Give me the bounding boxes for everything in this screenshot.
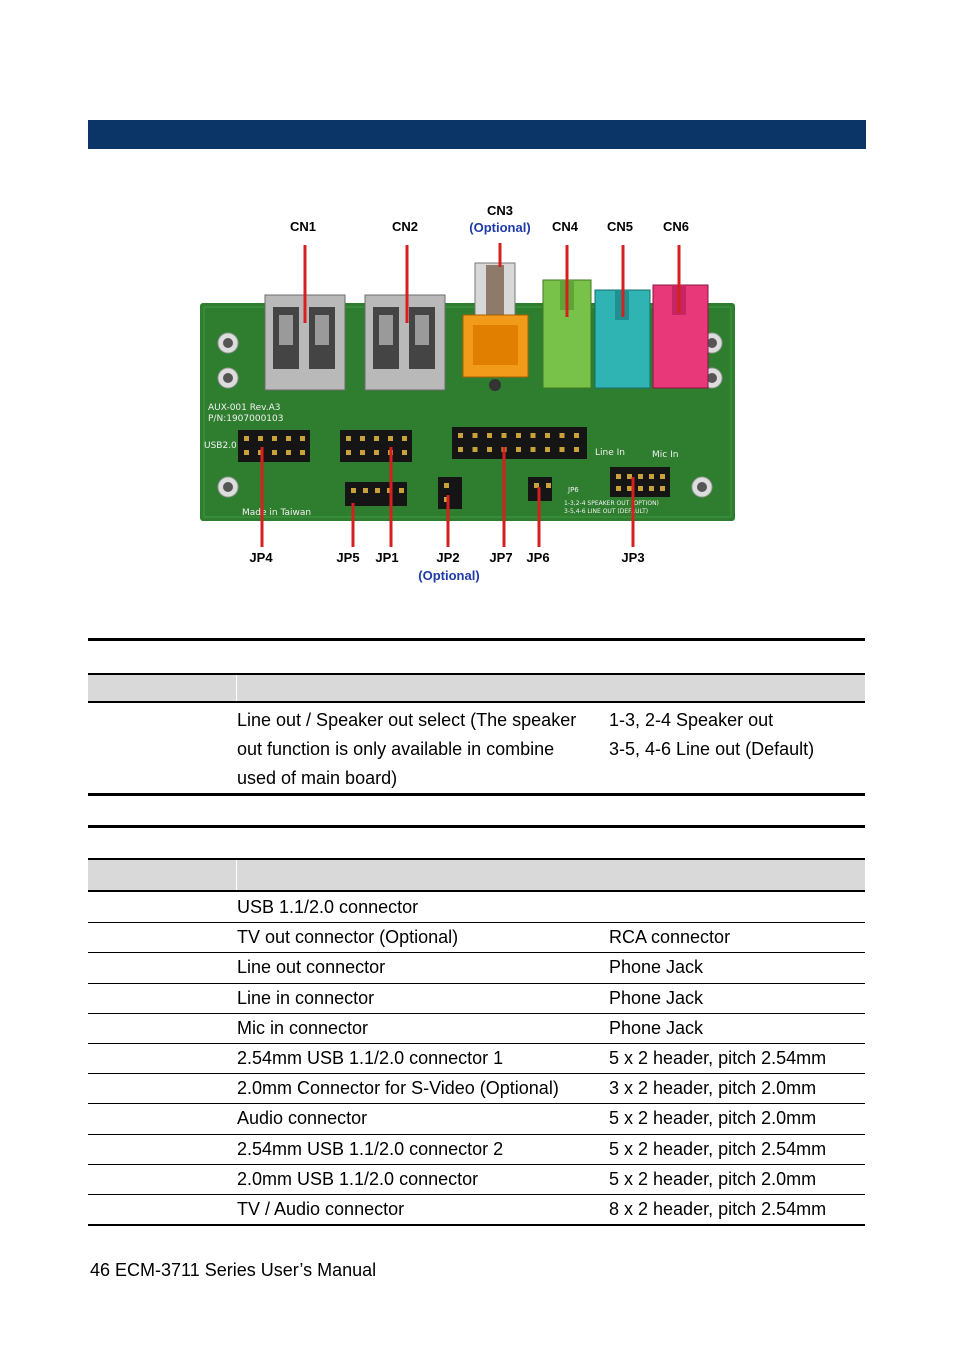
connector-row-desc: USB 1.1/2.0 connector — [237, 897, 419, 917]
jumper-table-header — [88, 673, 865, 703]
connector-row-desc: 2.0mm Connector for S-Video (Optional) — [237, 1078, 559, 1099]
connector-row-desc: Mic in connector — [237, 1017, 369, 1038]
callout-jp1: JP1 — [375, 550, 399, 565]
callout-jp5: JP5 — [336, 550, 360, 565]
callout-cn2: CN2 — [391, 219, 419, 234]
callout-jp7: JP7 — [489, 550, 513, 565]
connector-row-type: 5 x 2 header, pitch 2.0mm — [609, 1168, 817, 1189]
silk-jp6-title: JP6 — [568, 486, 579, 494]
connector-row-divider — [88, 952, 865, 953]
connector-row-desc: TV / Audio connector — [237, 1199, 405, 1219]
connector-row-type: RCA connector — [609, 927, 731, 948]
connector-row-desc: Line out connector — [237, 957, 386, 978]
connector-row-divider — [88, 983, 865, 984]
connector-row-type: Phone Jack — [609, 987, 704, 1008]
header-separator — [236, 675, 237, 701]
callout-jp3: JP3 — [621, 550, 645, 565]
jp5-header — [345, 482, 407, 506]
callout-jp2-optional: (Optional) — [418, 568, 480, 583]
silk-line-in: Line In — [595, 448, 625, 458]
connector-table-bottom-rule — [88, 1224, 865, 1226]
section-banner — [88, 120, 866, 149]
callout-cn1: CN1 — [289, 219, 317, 234]
callout-jp2: JP2 — [436, 550, 460, 565]
header-separator — [236, 860, 237, 890]
silk-made: Made in Taiwan — [242, 508, 312, 518]
connector-row-type: 3 x 2 header, pitch 2.0mm — [609, 1078, 817, 1099]
jp1-header — [340, 430, 412, 462]
jp4-header — [238, 430, 310, 462]
jumper-desc-line-3: used of main board) — [237, 768, 398, 788]
silk-pn: P/N:1907000103 — [208, 414, 284, 424]
jp2-header — [438, 477, 462, 509]
callout-jp6: JP6 — [526, 550, 550, 565]
connector-row-desc: Audio connector — [237, 1108, 368, 1129]
silk-usb: USB2.0 — [204, 441, 237, 451]
jumper-setting-line-2: 3-5, 4-6 Line out (Default) — [609, 739, 815, 759]
cn3-rca-jack — [463, 263, 528, 391]
connector-row-desc: Line in connector — [237, 987, 375, 1008]
callout-cn4: CN4 — [551, 219, 579, 234]
silk-mic-in: Mic In — [652, 450, 679, 460]
callout-cn6: CN6 — [662, 219, 690, 234]
jumper-desc-line-2: out function is only available in combine — [237, 739, 555, 759]
page-footer: 46 ECM-3711 Series User’s Manual — [90, 1260, 377, 1280]
board-figure — [190, 195, 750, 595]
callout-cn5: CN5 — [606, 219, 634, 234]
connector-table-header — [88, 858, 865, 892]
connector-row-type: 5 x 2 header, pitch 2.54mm — [609, 1138, 827, 1159]
connector-row-desc: 2.54mm USB 1.1/2.0 connector 1 — [237, 1048, 504, 1068]
jumper-table-top-rule — [88, 638, 865, 641]
connector-row-type: 5 x 2 header, pitch 2.54mm — [609, 1048, 827, 1068]
jp7-header — [452, 427, 587, 459]
silk-jp6-line2: 3-5,4-6 LINE OUT (DEFAULT) — [564, 508, 649, 515]
connector-row-type: Phone Jack — [609, 957, 704, 978]
jumper-table-bottom-rule — [88, 793, 865, 796]
cn2-usb-port — [365, 295, 445, 390]
connector-row-divider — [88, 1013, 865, 1014]
jp3-header — [610, 467, 670, 497]
connector-row-desc: 2.54mm USB 1.1/2.0 connector 2 — [237, 1138, 504, 1159]
connector-row-desc: TV out connector (Optional) — [237, 927, 459, 948]
jumper-setting-line-1: 1-3, 2-4 Speaker out — [609, 710, 774, 730]
connector-row-desc: 2.0mm USB 1.1/2.0 connector — [237, 1168, 479, 1189]
connector-row-divider — [88, 922, 865, 923]
callout-cn3-optional: (Optional) — [469, 220, 531, 235]
silk-model: AUX-001 Rev.A3 — [208, 403, 281, 413]
silk-jp6-line1: 1-3,2-4 SPEAKER OUT (OPTION) — [564, 500, 659, 507]
connector-table-top-rule — [88, 825, 865, 828]
connector-row-type: 5 x 2 header, pitch 2.0mm — [609, 1108, 817, 1129]
jumper-desc-line-1: Line out / Speaker out select (The speaker — [237, 710, 577, 730]
connector-row-type: Phone Jack — [609, 1017, 704, 1038]
callout-jp4: JP4 — [249, 550, 273, 565]
connector-row-type: 8 x 2 header, pitch 2.54mm — [609, 1199, 827, 1219]
callout-cn3: CN3 — [486, 203, 514, 218]
